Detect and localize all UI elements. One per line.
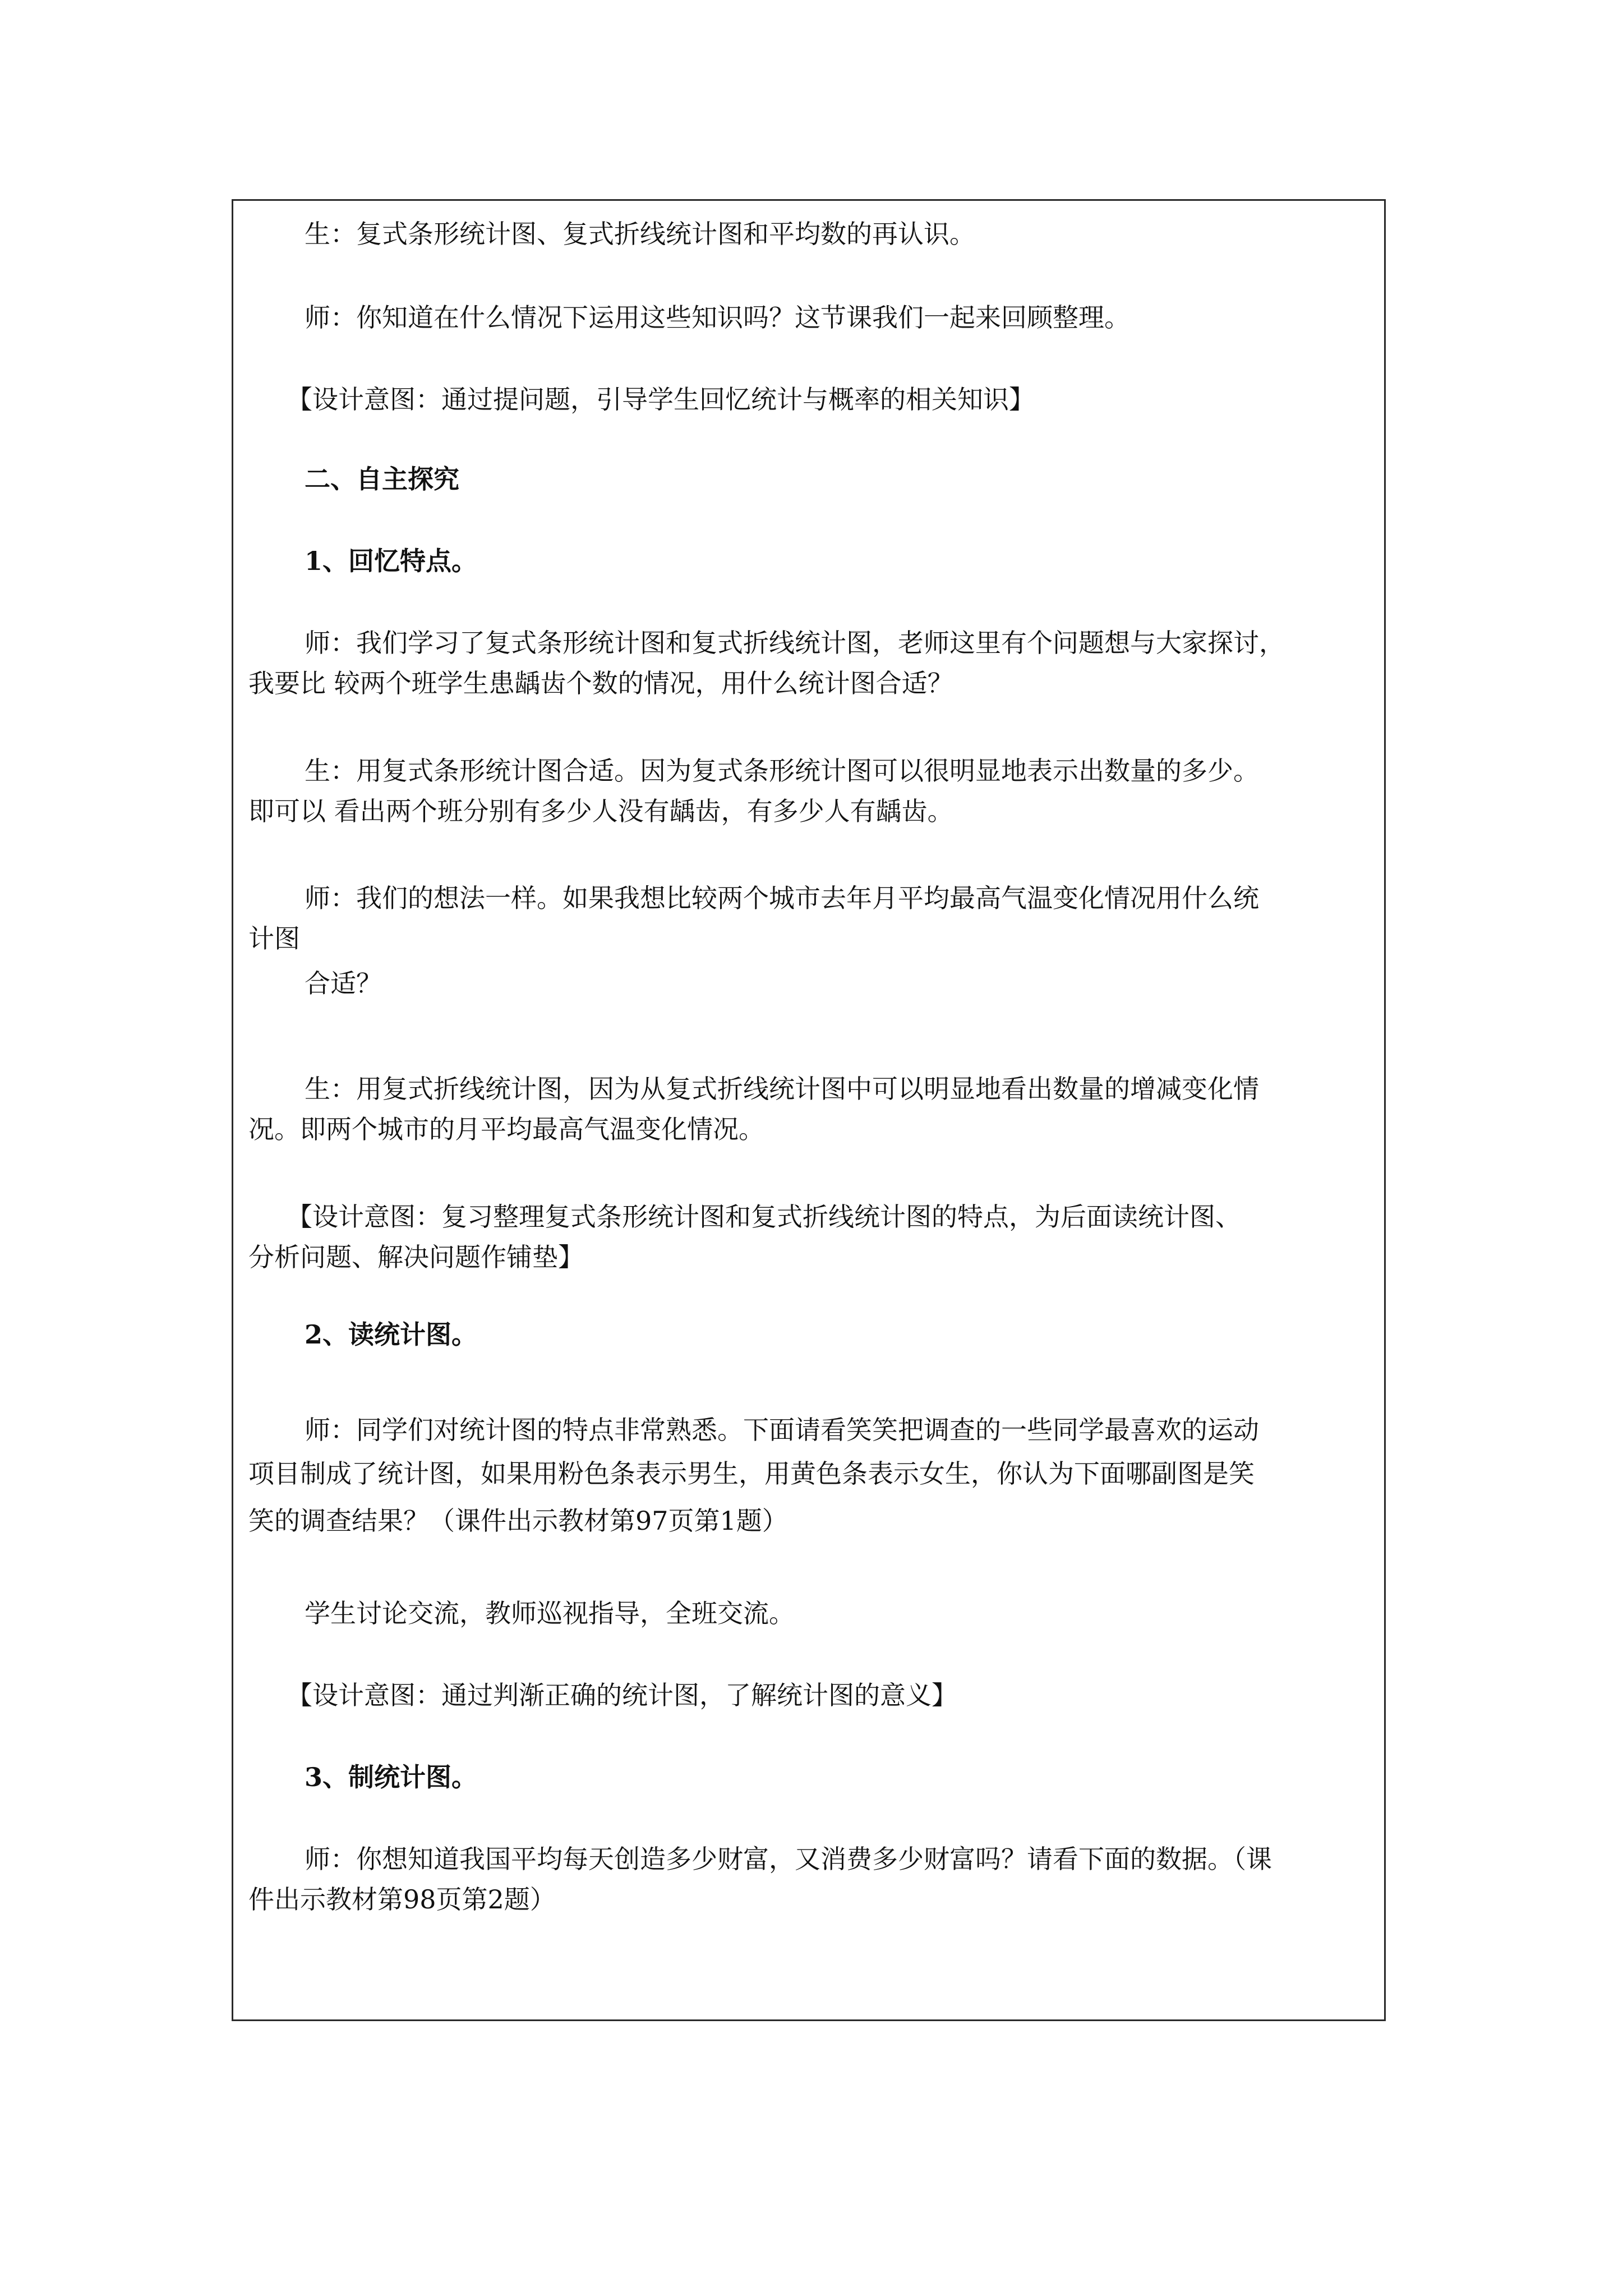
text-line: 项目制成了统计图，如果用粉色条表示男生，用黄色条表示女生，你认为下面哪副图是笑	[248, 1458, 1255, 1489]
text-line: 师：你想知道我国平均每天创造多少财富，又消费多少财富吗？请看下面的数据。（课	[305, 1844, 1272, 1874]
paragraph-teacher-line-chart-question-cont	[248, 963, 1370, 1004]
text-line: 师：我们学习了复式条形统计图和复式折线统计图，老师这里有个问题想与大家探讨，	[305, 628, 1285, 658]
text-line: 合适？	[305, 968, 382, 999]
text-line: 学生讨论交流，教师巡视指导，全班交流。	[305, 1598, 795, 1628]
text-line: 况。即两个城市的月平均最高气温变化情况。	[248, 1114, 764, 1144]
text-line: 件出示教材第98页第2题）	[248, 1884, 556, 1915]
text-line: 师：同学们对统计图的特点非常熟悉。下面请看笑笑把调查的一些同学最喜欢的运动	[305, 1415, 1259, 1445]
paragraph-teacher-bar-chart-question	[248, 623, 1370, 703]
paragraph-student-discussion	[248, 1593, 1370, 1634]
text-line: 【设计意图：复习整理复式条形统计图和复式折线统计图的特点，为后面读统计图、	[287, 1202, 1241, 1232]
text-line: 生：用复式折线统计图，因为从复式折线统计图中可以明显地看出数量的增减变化情	[305, 1074, 1259, 1104]
text-line: 【设计意图：通过判渐正确的统计图，了解统计图的意义】	[287, 1680, 957, 1710]
section-heading-self-exploration	[248, 459, 1370, 499]
paragraph-student-bar-chart-answer	[248, 751, 1370, 831]
text-line: 我要比 较两个班学生患龋齿个数的情况，用什么统计图合适？	[248, 668, 953, 698]
text-line: 生：复式条形统计图、复式折线统计图和平均数的再认识。	[305, 219, 975, 249]
paragraph-teacher-line-chart-question	[248, 878, 1370, 959]
paragraph-design-intent-2	[248, 1197, 1370, 1277]
text-line: 即可以 看出两个班分别有多少人没有龋齿，有多少人有龋齿。	[248, 796, 953, 826]
text-line: 生：用复式条形统计图合适。因为复式条形统计图可以很明显地表示出数量的多少。	[305, 756, 1259, 786]
text-line: 【设计意图：通过提问题，引导学生回忆统计与概率的相关知识】	[287, 384, 1035, 415]
paragraph-student-answer-review	[248, 214, 1370, 254]
text-line: 2、读统计图。	[305, 1319, 478, 1350]
text-line: 1、回忆特点。	[305, 546, 478, 576]
subsection-heading-read-charts	[248, 1314, 1370, 1355]
paragraph-design-intent-3	[248, 1675, 1370, 1715]
text-line: 分析问题、解决问题作铺垫】	[248, 1242, 584, 1272]
paragraph-student-line-chart-answer	[248, 1069, 1370, 1149]
subsection-heading-recall-features	[248, 541, 1370, 581]
text-line: 二、自主探究	[305, 464, 459, 494]
paragraph-design-intent-1	[248, 379, 1370, 420]
text-line: 笑的调查结果？（课件出示教材第97页第1题）	[248, 1506, 788, 1536]
paragraph-teacher-question	[248, 297, 1370, 338]
paragraph-teacher-survey-question	[248, 1410, 1370, 1544]
subsection-heading-make-charts	[248, 1757, 1370, 1797]
text-line: 师：你知道在什么情况下运用这些知识吗？这节课我们一起来回顾整理。	[305, 302, 1130, 333]
text-line: 计图	[248, 923, 300, 954]
text-line: 师：我们的想法一样。如果我想比较两个城市去年月平均最高气温变化情况用什么统	[305, 883, 1259, 913]
text-line: 3、制统计图。	[305, 1762, 478, 1792]
paragraph-teacher-wealth-question	[248, 1839, 1370, 1920]
